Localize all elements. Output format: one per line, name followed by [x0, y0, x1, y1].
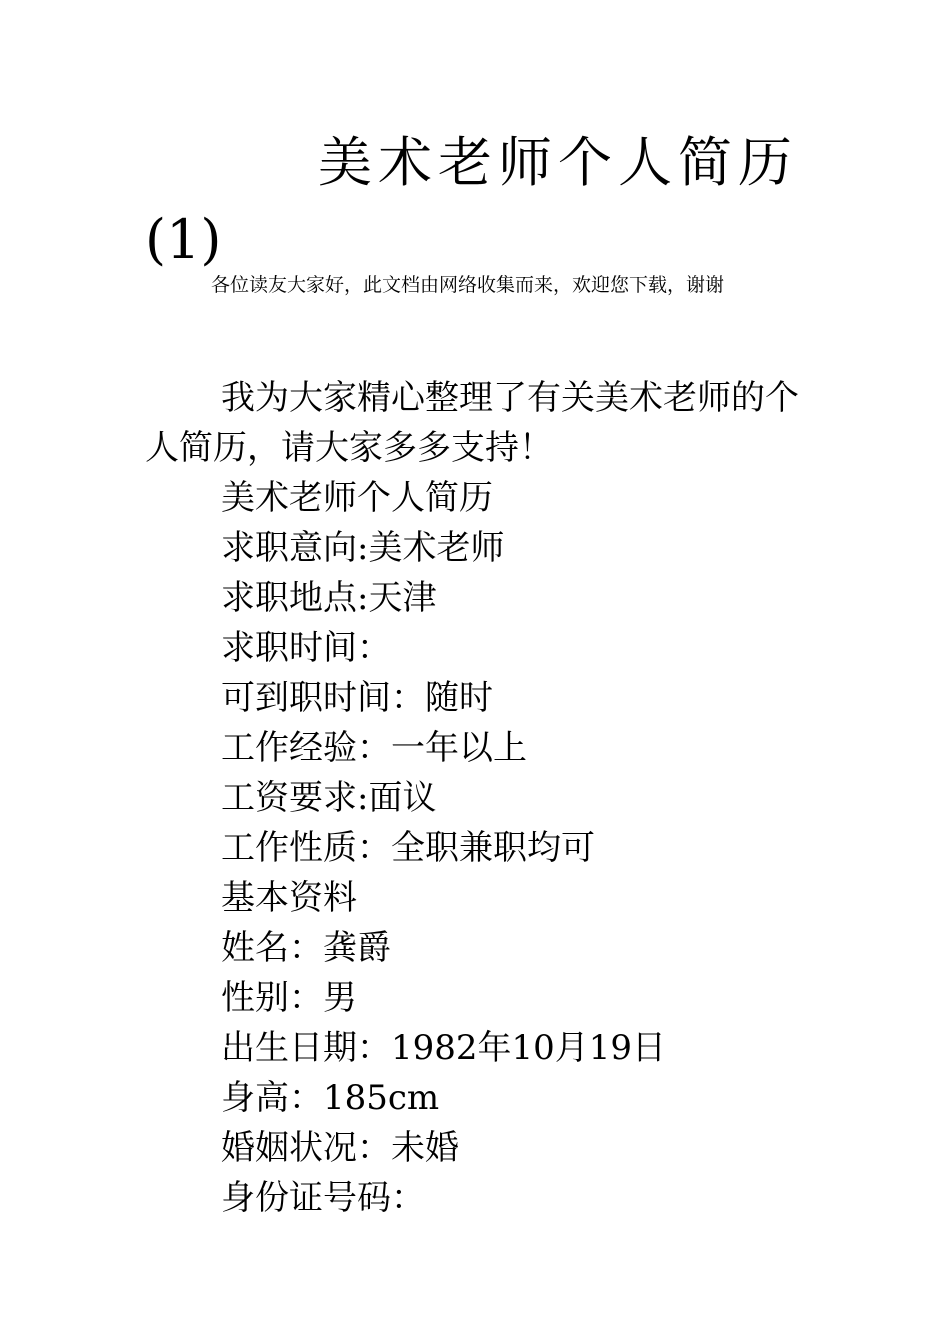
section-basic-info: 基本资料 [221, 878, 357, 918]
field-available-time: 可到职时间：随时 [221, 678, 493, 718]
field-job-intention: 求职意向:美术老师 [221, 528, 505, 568]
field-job-location: 求职地点:天津 [221, 578, 437, 618]
field-birth-date: 出生日期：1982年10月19日 [221, 1028, 667, 1068]
greeting-paragraph: 各位读友大家好，此文档由网络收集而来，欢迎您下载，谢谢 [211, 274, 725, 296]
field-job-time: 求职时间： [221, 628, 391, 668]
resume-heading: 美术老师个人简历 [221, 478, 493, 518]
field-work-experience: 工作经验：一年以上 [221, 728, 527, 768]
field-gender: 性别：男 [221, 978, 357, 1018]
document-title-suffix: (1) [145, 208, 222, 271]
field-name: 姓名：龚爵 [221, 928, 391, 968]
intro-paragraph: 我为大家精心整理了有关美术老师的个人简历，请大家多多支持！ [145, 378, 799, 468]
field-id-number: 身份证号码： [221, 1178, 425, 1218]
field-height: 身高：185cm [221, 1078, 440, 1118]
field-marital-status: 婚姻状况：未婚 [221, 1128, 459, 1168]
resume-fields [221, 473, 666, 1223]
field-job-type: 工作性质：全职兼职均可 [221, 828, 595, 868]
field-salary: 工资要求:面议 [221, 778, 437, 818]
document-title: 美术老师个人简历 [318, 131, 798, 194]
